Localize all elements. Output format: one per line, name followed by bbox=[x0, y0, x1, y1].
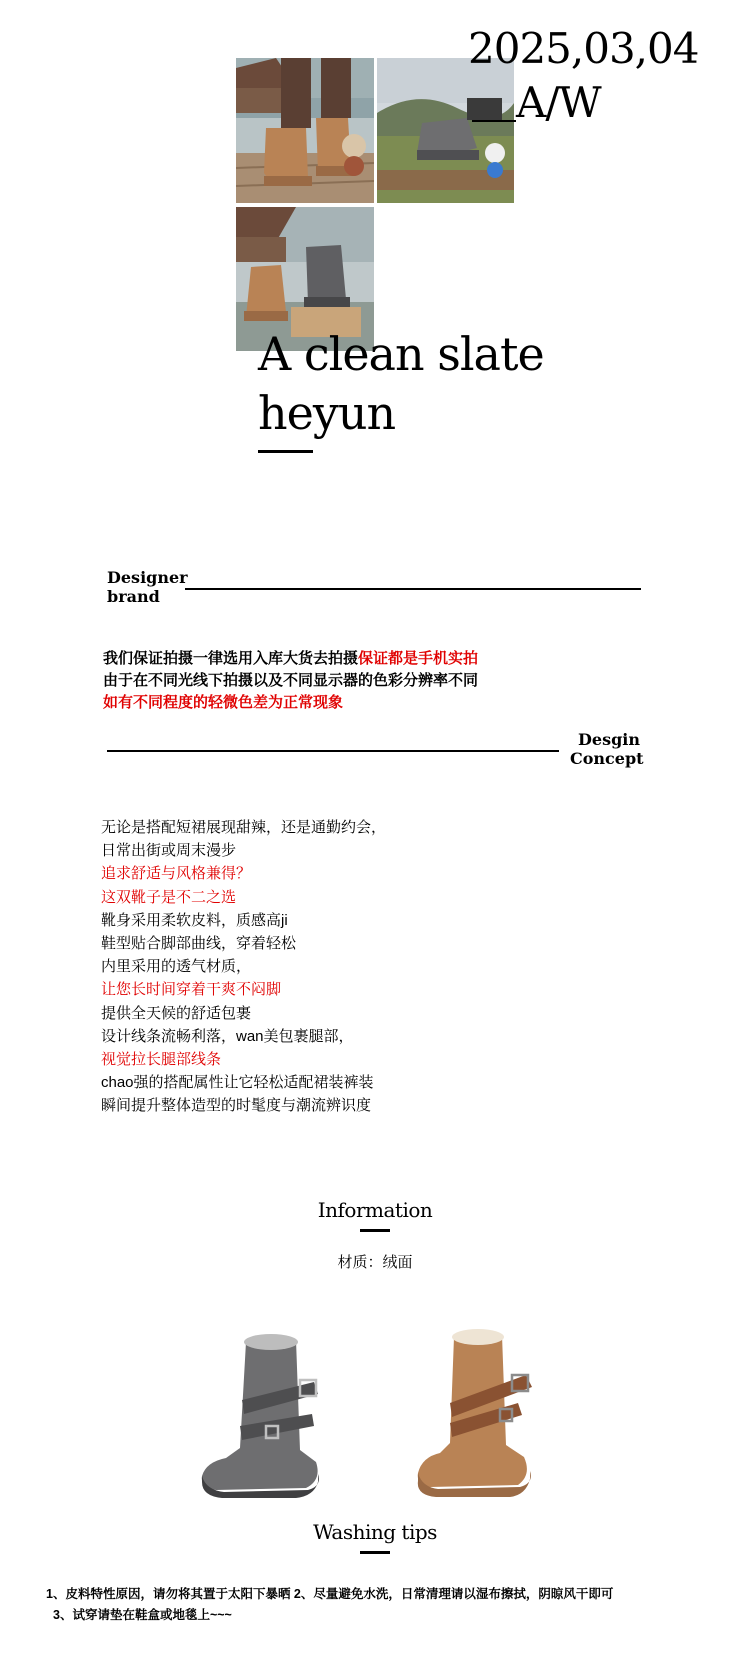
designer-label-line-2: brand bbox=[107, 587, 160, 606]
concept-divider bbox=[107, 750, 559, 752]
designer-brand-label bbox=[107, 568, 188, 606]
description-line: chao强的搭配属性让它轻松适配裙装裤装 bbox=[101, 1074, 374, 1092]
description-line: 让您长时间穿着干爽不闷脚 bbox=[101, 981, 282, 999]
collection-date: 2025,03,04 bbox=[468, 24, 699, 73]
notice-line-1 bbox=[103, 648, 478, 670]
tan-boot-image bbox=[414, 1325, 546, 1497]
description-line: 无论是搭配短裙展现甜辣，还是通勤约会， bbox=[101, 819, 387, 836]
description-line: 鞋型贴合脚部曲线，穿着轻松 bbox=[101, 934, 297, 952]
material-spec: 材质：绒面 bbox=[337, 1254, 413, 1271]
washing-tip-line-1: 1、皮料特性原因，请勿将其置于太阳下暴晒 2、尽量避免水洗，日常清理请以湿布擦拭，阴晾风干即可 bbox=[46, 1587, 614, 1601]
concept-label-line-2: Concept bbox=[570, 749, 644, 768]
description-line: 追求舒适与风格兼得？ bbox=[101, 865, 252, 883]
headline-line-2: heyun bbox=[258, 386, 396, 440]
concept-label-line-1: Desgin bbox=[578, 730, 640, 749]
washing-tips-underline bbox=[360, 1551, 390, 1554]
photo-notice bbox=[103, 648, 478, 714]
designer-divider bbox=[185, 588, 641, 590]
description-line: 提供全天候的舒适包裹 bbox=[101, 1004, 252, 1022]
notice-line-1-text: 我们保证拍摄一律选用入库大货去拍摄 bbox=[103, 650, 359, 667]
washing-tip-line-2: 3、试穿请垫在鞋盒或地毯上~~~ bbox=[53, 1608, 232, 1622]
notice-line-2: 由于在不同光线下拍摄以及不同显示器的色彩分辨率不同 bbox=[103, 672, 479, 689]
description-line: 日常出街或周末漫步 bbox=[101, 842, 237, 860]
description-line: 靴身采用柔软皮料，质感高ji bbox=[101, 911, 288, 929]
description-line: 瞬间提升整体造型的时髦度与潮流辨识度 bbox=[101, 1097, 372, 1115]
season-underline bbox=[472, 120, 516, 122]
notice-line-3: 如有不同程度的轻微色差为正常现象 bbox=[103, 694, 344, 711]
headline-line-1: A clean slate bbox=[258, 327, 544, 381]
headline-underline bbox=[258, 450, 313, 453]
grey-boot-image bbox=[196, 1330, 326, 1498]
designer-label-line-1: Designer bbox=[107, 568, 188, 587]
notice-line-1-highlight: 保证都是手机实拍 bbox=[358, 650, 479, 667]
washing-tips-heading: Washing tips bbox=[313, 1520, 437, 1544]
season-label: A/W bbox=[516, 78, 601, 127]
design-concept-label bbox=[570, 730, 644, 768]
lifestyle-photo-meadow bbox=[377, 58, 514, 203]
information-heading: Information bbox=[317, 1198, 433, 1222]
description-line: 这双靴子是不二之选 bbox=[101, 888, 237, 906]
description-line: 设计线条流畅利落，wan美包裹腿部， bbox=[101, 1027, 354, 1045]
information-underline bbox=[360, 1229, 390, 1232]
description-line: 视觉拉长腿部线条 bbox=[101, 1050, 222, 1068]
product-description bbox=[101, 816, 386, 1117]
lifestyle-photo-wooden-deck bbox=[236, 58, 374, 203]
description-line: 内里采用的透气材质， bbox=[101, 958, 252, 976]
